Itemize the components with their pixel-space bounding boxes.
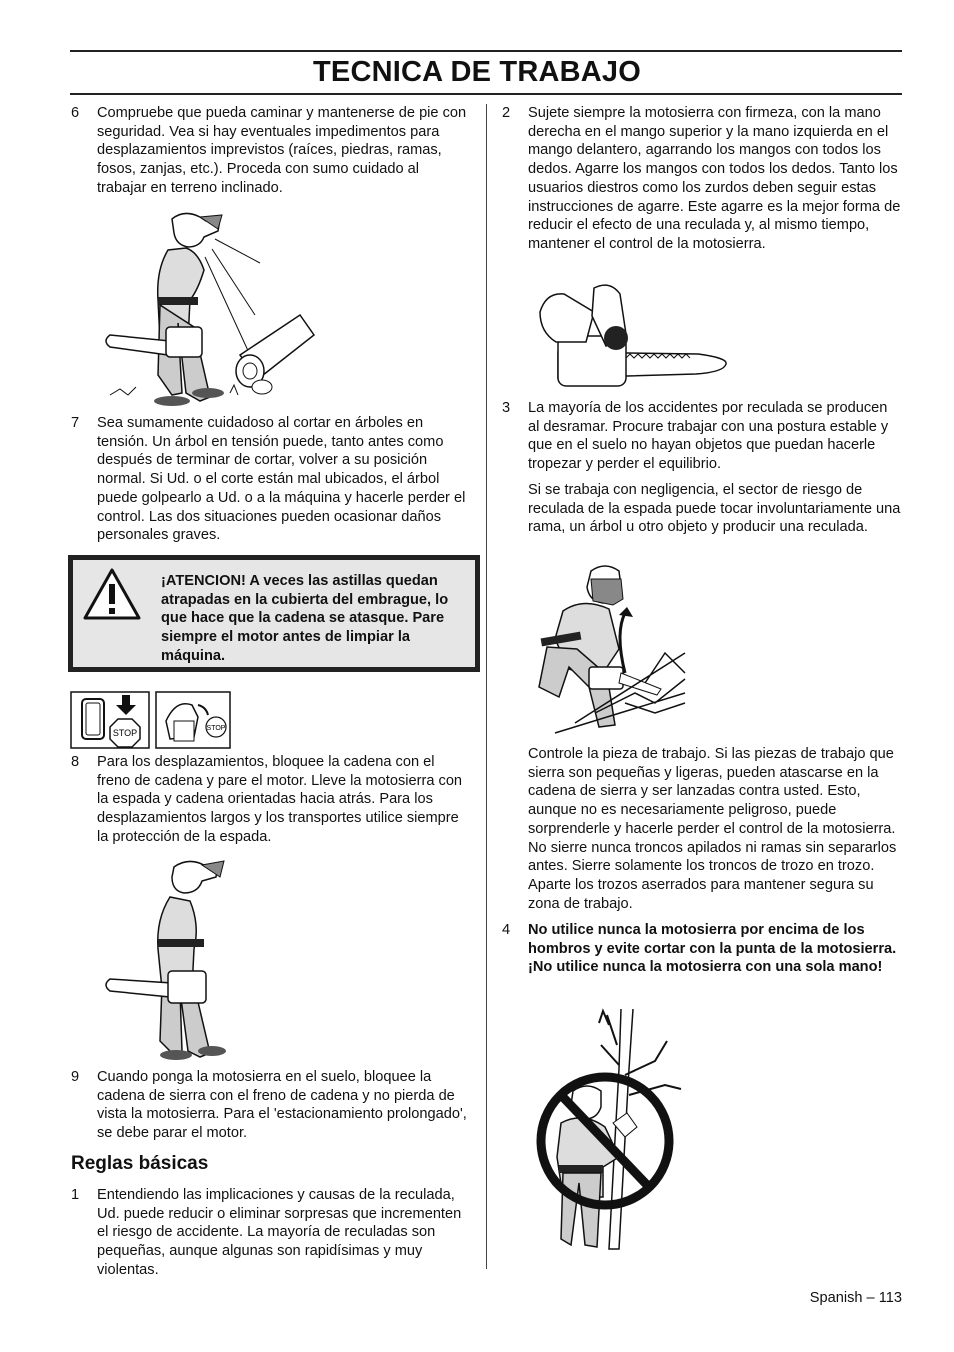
column-divider <box>486 104 487 1269</box>
rule-number: 1 <box>71 1187 80 1203</box>
section-heading: Reglas básicas <box>71 1153 209 1174</box>
rule-3-paragraph-2: Si se trabaja con negligencia, el sector de riesgo de reculada de la espada puede tocar involuntariamente una rama, un árbol u otro objeto y producir una reculada. <box>528 482 901 536</box>
rule-text: La mayoría de los accidentes por reculada se producen al desramar. Procure trabajar con una postura estable y que en el suelo no hayan objetos que puedan hacerle tropezar y perder el equilibrio. <box>528 400 889 473</box>
step-number: 6 <box>71 105 80 121</box>
illustration-delimbing-kickback <box>535 563 690 743</box>
rule-number: 4 <box>502 922 511 938</box>
stop-symbols <box>70 691 232 749</box>
page-title: TECNICA DE TRABAJO <box>313 56 641 88</box>
rule-text: No utilice nunca la motosierra por encima de los hombros y evite cortar con la punta de la motosierra. ¡No utilice nunca la motosierra con una sola mano! <box>528 922 897 976</box>
warning-triangle-icon <box>81 566 143 624</box>
rule-text: Sujete siempre la motosierra con firmeza, con la mano derecha en el mango superior y la mano izquierda en el mango delantero, agarrando los mangos con todos los dedos. Agarre los mangos con todos los dedos. Tanto los usuarios diestros como los zurdos deben seguir estas instrucciones de agarre. Este agarre es la mejor forma de reducir el efecto de una reculada y, al mismo tiempo, mantener el control de la motosierra. <box>528 105 901 252</box>
warning-box <box>68 555 480 672</box>
rule-text: Entendiendo las implicaciones y causas de la reculada, Ud. puede reducir o eliminar sorpresas que incrementen el riesgo de accidente. La mayoría de reculadas son pequeñas, aunque algunas son rapidísimas y muy violentas. <box>97 1187 462 1278</box>
stop-sign-label-2: STOP <box>206 725 226 732</box>
step-number: 8 <box>71 754 80 770</box>
illustration-walking-with-saw-looking-around <box>100 205 320 415</box>
step-text: Sea sumamente cuidadoso al cortar en árboles en tensión. Un árbol en tensión puede, tanto antes como después de terminar de cortar, volver a su posición normal. Si Ud. o el corte están mal ubicados, el árbol puede golpearlo a Ud. o a la máquina y hacerle perder el control. Las dos situaciones pueden ocasionar daños personales graves. <box>97 415 466 544</box>
step-text: Compruebe que pueda caminar y mantenerse de pie con seguridad. Vea si hay eventuales impedimentos para desplazamientos imprevistos (raíces, piedras, ramas, fosos, zanjas, etc.). Proceda con sumo cuidado al trabajar en terreno inclinado. <box>97 105 467 196</box>
step-number: 9 <box>71 1069 80 1085</box>
page-footer: Spanish – 113 <box>809 1290 902 1306</box>
step-text: Para los desplazamientos, bloquee la cadena con el freno de cadena y pare el motor. Lleve la motosierra con la espada y cadena orientadas hacia atrás. Para los desplazamientos largos y los transportes utilice siempre la protección de la espada. <box>97 754 463 845</box>
step-number: 7 <box>71 415 80 431</box>
illustration-carrying-saw-backwards <box>100 855 250 1065</box>
title-rule-bottom <box>70 93 902 95</box>
rule-number: 2 <box>502 105 511 121</box>
stop-sign-label-1: STOP <box>112 728 138 738</box>
illustration-correct-grip <box>530 282 730 392</box>
rule-3-paragraph-3: Controle la pieza de trabajo. Si las piezas de trabajo que sierra son pequeñas y ligeras, pueden atascarse en la cadena de sierra y ser lanzadas contra usted. Esto, aunque no es necesariamente peligroso, puede sorprenderle y hacerle perder el control de la motosierra. No sierre nunca troncos apilados ni ramas sin separarlos antes. Sierre solamente los troncos de trozo en trozo. Aparte los trozos aserrados para mantener segura su zona de trabajo. <box>528 746 897 912</box>
illustration-prohibited-cutting-above-shoulder <box>533 1005 693 1255</box>
warning-text: ¡ATENCION! A veces las astillas quedan atrapadas en la cubierta del embrague, lo que hace que la cadena se atasque. Pare siempre el motor antes de limpiar la máquina. <box>161 573 449 664</box>
step-text: Cuando ponga la motosierra en el suelo, bloquee la cadena de sierra con el freno de cadena y no pierda de vista la motosierra. Para el 'estacionamiento prolongado', se debe parar el motor. <box>97 1069 467 1142</box>
rule-number: 3 <box>502 400 511 416</box>
title-rule-top <box>70 50 902 52</box>
